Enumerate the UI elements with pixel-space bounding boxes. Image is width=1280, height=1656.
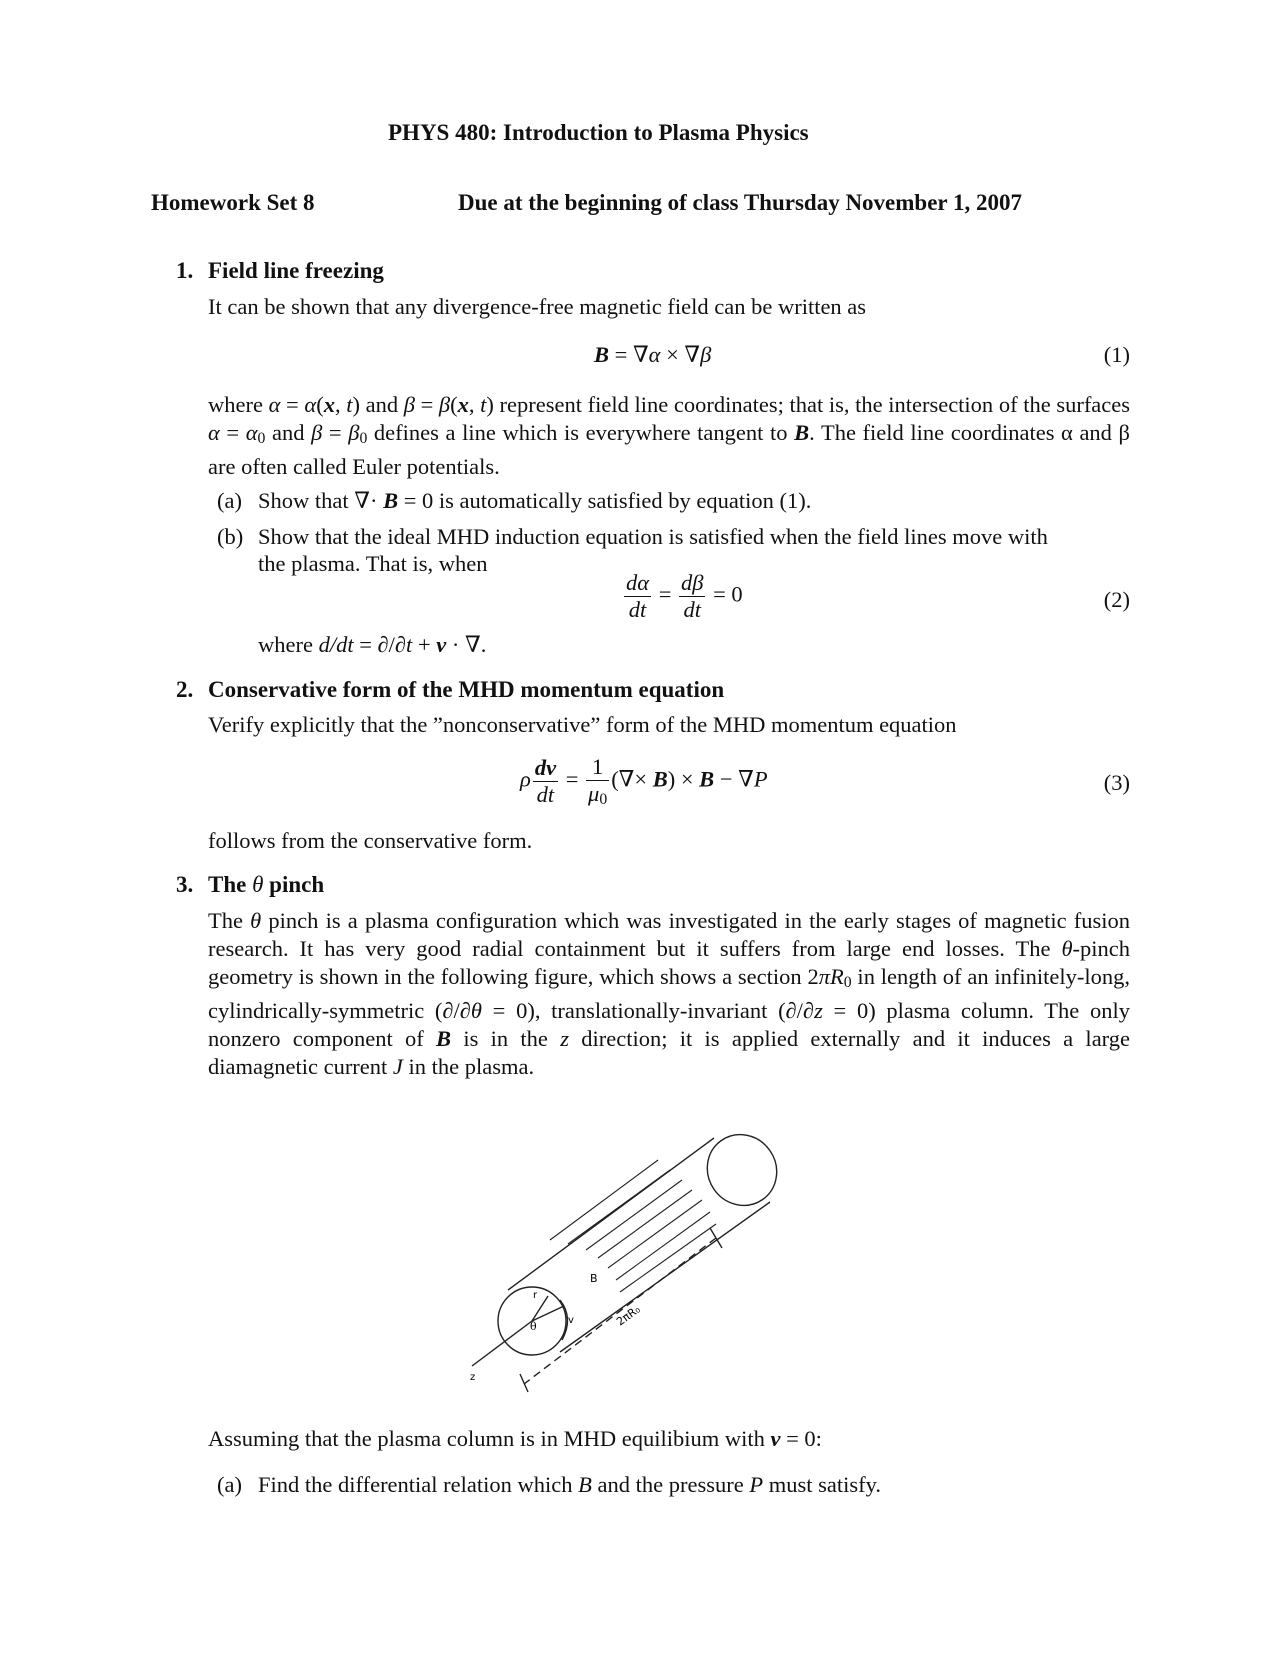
equation-1: B = ∇α × ∇β	[594, 342, 712, 367]
problem-1-intro: It can be shown that any divergence-free magnetic field can be written as	[208, 294, 867, 319]
problem-1-number: 1.	[176, 258, 194, 283]
part-1b-line1: Show that the ideal MHD induction equation is satisfied when the field lines move with	[258, 524, 1048, 549]
part-1b-label: (b)	[217, 524, 244, 549]
length-tick-bottom	[520, 1374, 528, 1392]
problem-2-outro: follows from the conservative form.	[208, 828, 533, 853]
label-r: r	[533, 1290, 538, 1301]
problem-1-paragraph: where α = α(x, t) and β = β(x, t) represent field line coordinates; that is, the intersection of the surfaces $\alpha = \alpha_0$ and $\beta = \beta_0$ defines a line which is everywhere tangent to B. The field line coordinates α and β are often called Euler potentials.	[208, 392, 1131, 480]
label-theta: θ	[530, 1320, 537, 1333]
equation-3: ρ $\frac{dv}{dt}$ = $\frac{1}{\mu_0}$ (∇× B) × B − ∇P	[520, 754, 768, 809]
theta-pinch-figure	[470, 1130, 830, 1420]
problem-2-intro: Verify explicitly that the ”nonconservative” form of the MHD momentum equation	[208, 712, 957, 737]
label-z: z	[470, 1372, 476, 1383]
part-1a-label: (a)	[217, 488, 242, 513]
equation-1-tag: (1)	[1103, 342, 1130, 367]
field-lines	[550, 1160, 716, 1292]
homework-label: Homework Set 8	[151, 190, 315, 215]
due-date: Due at the beginning of class Thursday November 1, 2007	[458, 190, 1022, 215]
label-v: v	[568, 1315, 574, 1326]
part-3a-label: (a)	[217, 1472, 242, 1497]
problem-3-paragraph: The θ pinch is a plasma configuration which was investigated in the early stages of magnetic fusion research. It has very good radial containment but it suffers from large end losses. The θ-pinch geometry is shown in the following figure, which shows a section $2\pi R_0$ in length of an infinitely-long, cylindrically-symmetric (∂/∂θ = 0), translationally-invariant (∂/∂z = 0) plasma column. The only nonzero component of B is in the z direction; it is applied externally and it induces a large diamagnetic current J in the plasma.	[208, 908, 1131, 1080]
part-3a-text: Find the differential relation which B and the pressure P must satisfy.	[258, 1472, 881, 1497]
equation-2: $\frac{d\alpha}{dt}$ = $\frac{d\beta}{dt}$ = 0	[626, 570, 743, 622]
part-1a-text: Show that ∇· B = 0 is automatically satisfied by equation (1).	[258, 488, 812, 513]
part-1b-line2: the plasma. That is, when	[258, 551, 488, 576]
far-end-cap	[694, 1130, 791, 1219]
problem-3-number: 3.	[176, 872, 194, 897]
label-B: B	[590, 1272, 598, 1285]
problem-1-title: Field line freezing	[208, 258, 384, 283]
z-axis	[472, 1321, 532, 1366]
equation-2-tag: (2)	[1103, 587, 1130, 612]
part-1b-where: where d/dt = ∂/∂t + v · ∇.	[258, 632, 487, 657]
problem-2-title: Conservative form of the MHD momentum equation	[208, 677, 725, 702]
problem-3-title: The θ pinch	[208, 872, 325, 897]
problem-1-paragraph-line3: line coordinates α and β are often called Euler potentials.	[208, 420, 1130, 480]
problem-2-number: 2.	[176, 677, 194, 702]
course-title: PHYS 480: Introduction to Plasma Physics	[388, 120, 809, 145]
problem-3-assumption: Assuming that the plasma column is in MHD equilibium with v = 0:	[208, 1426, 822, 1451]
label-length: 2πR₀	[614, 1302, 643, 1329]
equation-3-tag: (3)	[1103, 770, 1130, 795]
